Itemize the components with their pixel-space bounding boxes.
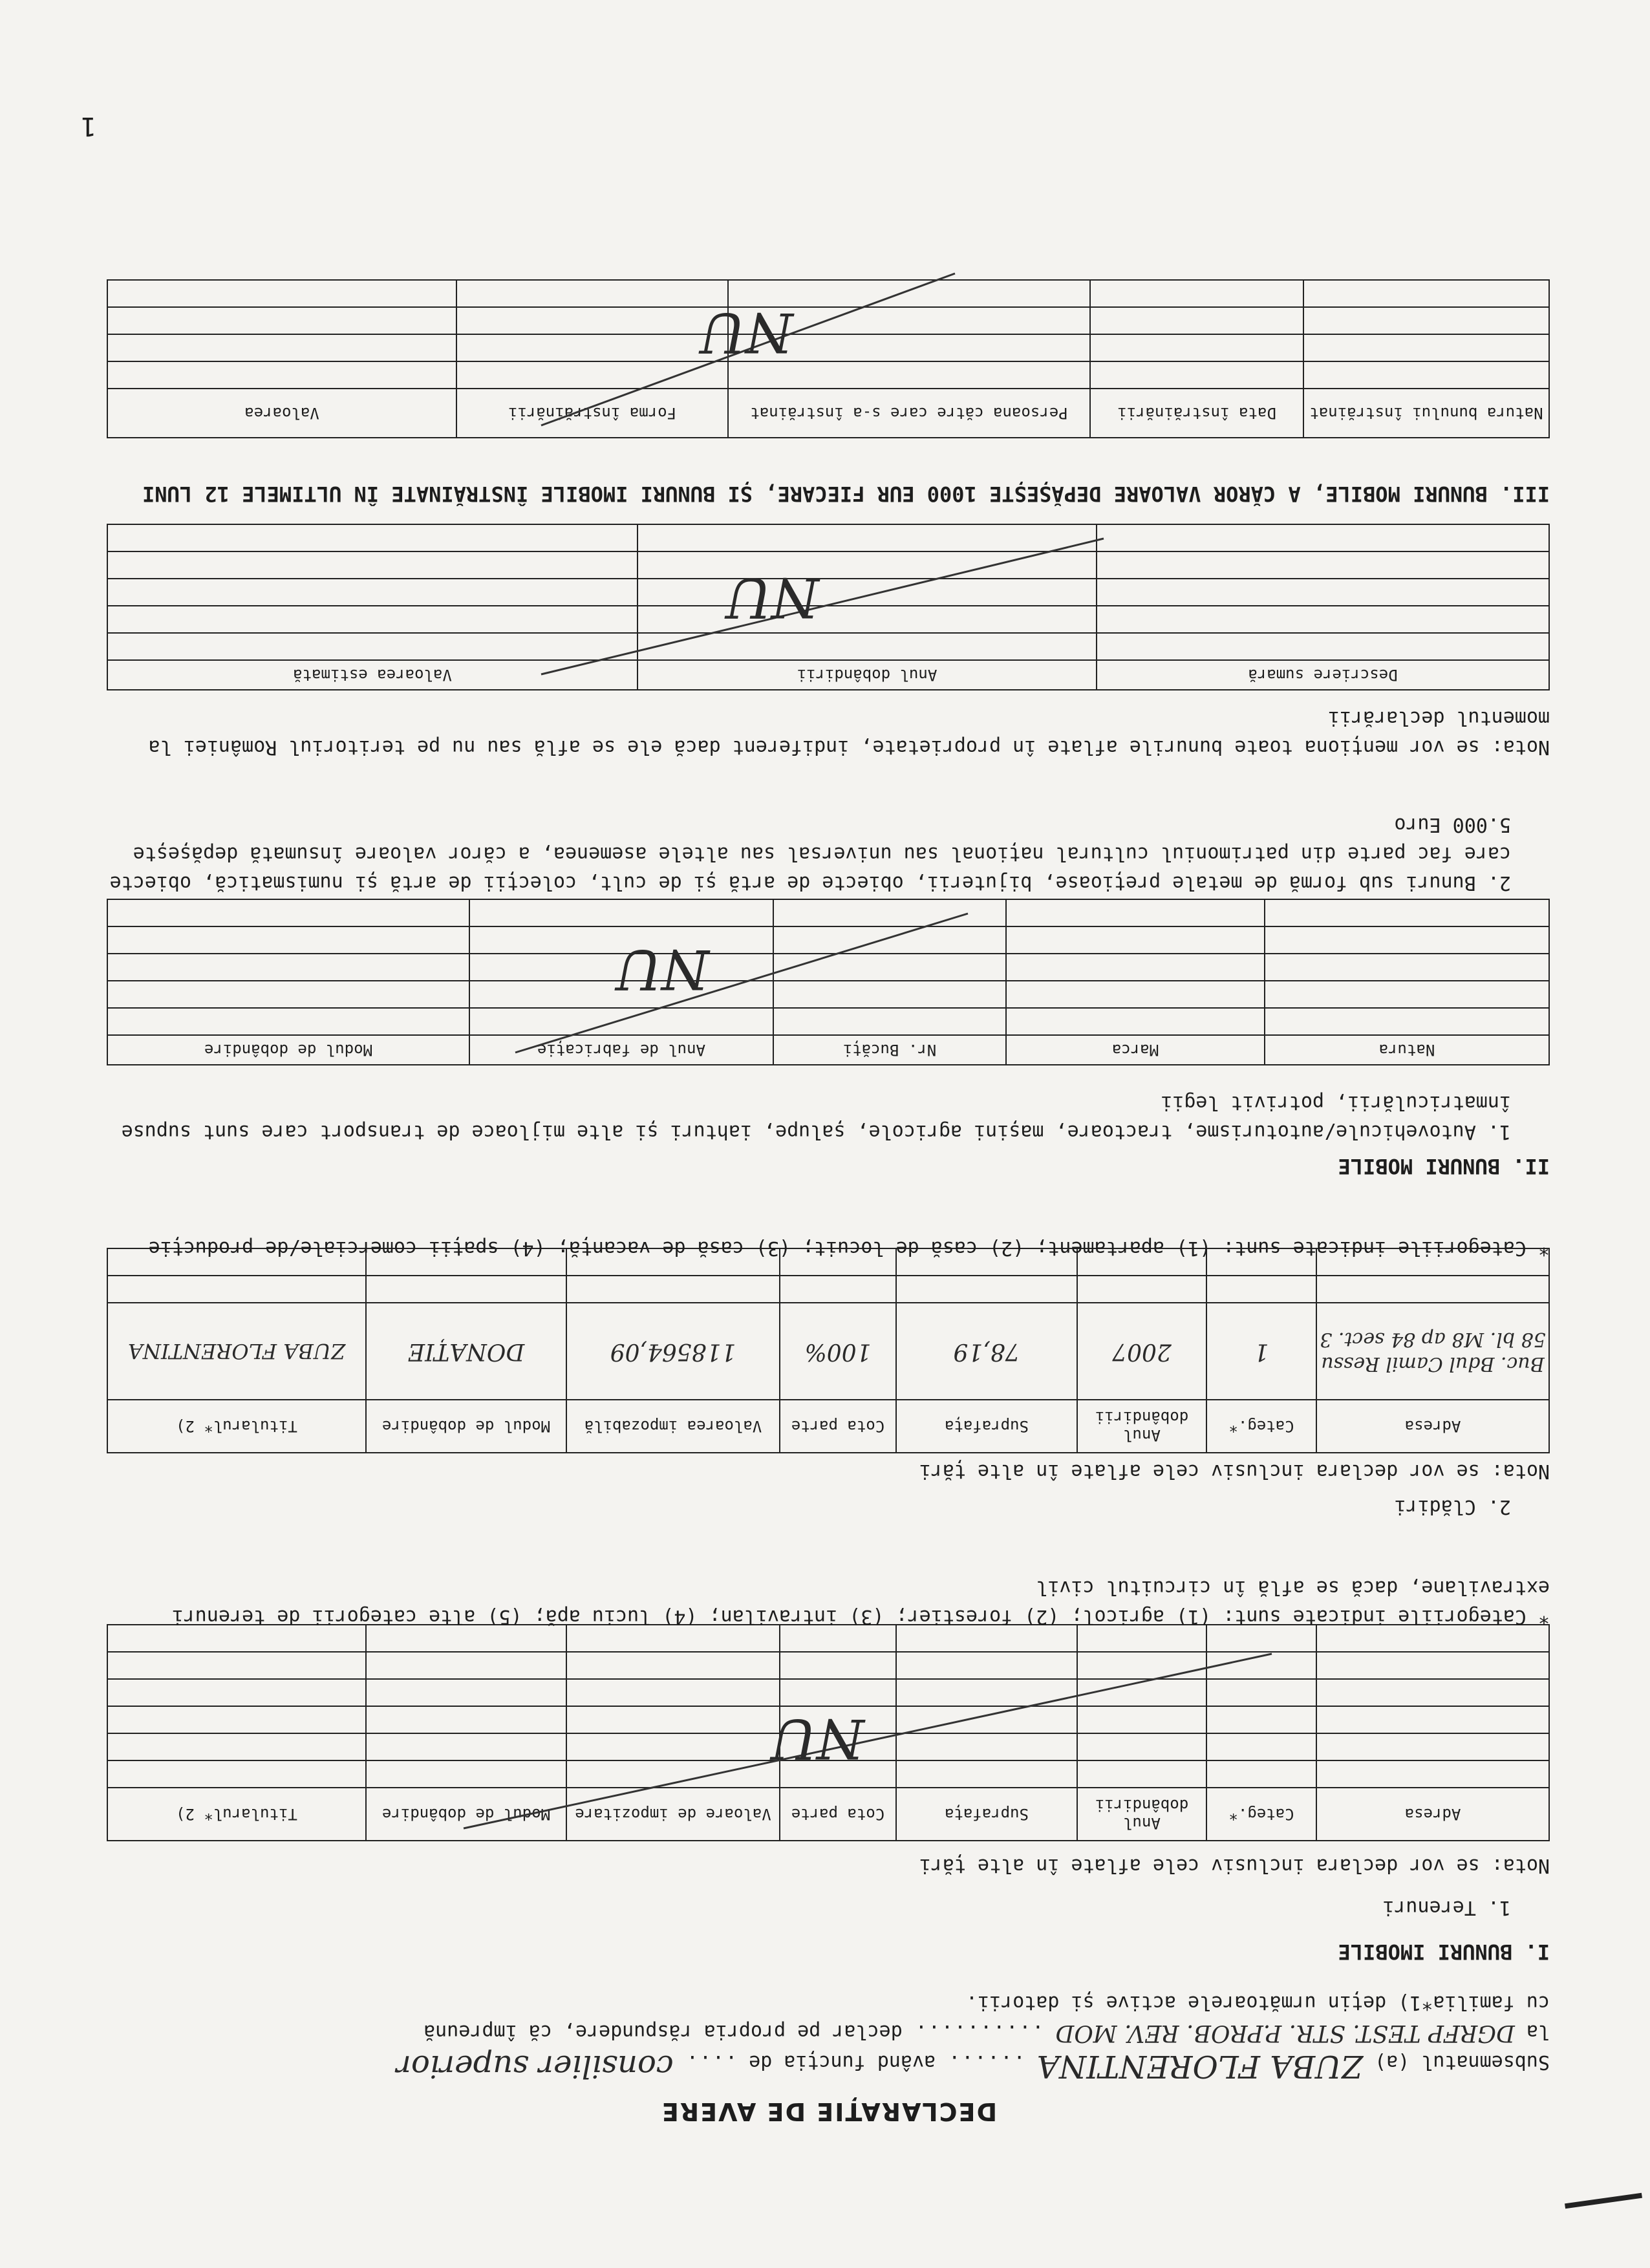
nil-mark: NU — [616, 937, 709, 1001]
col-an-fabricatie: Anul de fabricație — [469, 1035, 773, 1065]
valuables-title: 2. Bunuri sub formă de metale prețioase, bijuterii, obiecte de artă și de cult, colecții de artă și numismatică, obiecte care fac parte din patrimoniul cultural național sau universal sau altele asemenea, a căror valoare însumată depășește 5.000 Euro — [109, 813, 1511, 894]
declarant-name: ZUBA FLORENTINA — [1036, 2048, 1363, 2084]
function-value: consilier superior — [396, 2048, 674, 2084]
la-label: la — [1526, 2020, 1550, 2043]
nil-mark: NU — [771, 1707, 864, 1770]
col-titular: Titularul* 2) — [107, 1788, 366, 1841]
strike-line — [108, 270, 1550, 438]
valuables-note: Nota: se vor menționa toate bunurile aflate în proprietate, indiferent dacă ele se află sau nu pe teritoriul României la momentul declarării — [148, 707, 1550, 758]
terenuri-footnote: * Categoriile indicate sunt: (1) agricol; (2) forestier; (3) intravilan; (4) luciu apă; (5) alte categorii de terenuri extravilane, dacă se află în circuitul civil — [171, 1576, 1550, 1628]
terenuri-title: 1. Terenuri — [1382, 1896, 1511, 1919]
col-marca: Marca — [1006, 1035, 1265, 1065]
col-valoarea: Valoarea — [107, 389, 456, 438]
col-anul: Anul dobândirii — [638, 660, 1097, 690]
terenuri-nil-overlay — [108, 1647, 1550, 1841]
instrainate-nil-overlay — [108, 270, 1550, 438]
col-adresa: Adresa — [1316, 1788, 1549, 1841]
col-forma: Forma înstrăinării — [456, 389, 728, 438]
intro-line-1 — [108, 2048, 1550, 2084]
valuables-nil-overlay — [108, 535, 1550, 690]
cell-cota: 100% — [780, 1303, 896, 1400]
col-valoare: Valoarea impozabilă — [566, 1400, 780, 1453]
cell-titular: ZUBA FLORENTINA — [107, 1303, 366, 1400]
cladiri-footnote: * Categoriile indicate sunt: (1) apartament; (2) casă de locuit; (3) casă de vacanță; (4) spații comerciale/de producție — [148, 1237, 1550, 1259]
auto-title: 1. Autovehicule/autoturisme, tractoare, mașini agricole, șalupe, iahturi și alte mijloace de transport care sunt supuse înmatriculării, potrivit legii — [121, 1091, 1511, 1143]
col-descriere: Descriere sumară — [1097, 660, 1549, 690]
page-title: DECLARAȚIE DE AVERE — [660, 2097, 998, 2126]
nil-mark: NU — [700, 301, 793, 364]
cladiri-note: Nota: se vor declara inclusiv cele aflate în alte țări — [919, 1460, 1550, 1482]
cell-anul: 2007 — [1077, 1303, 1206, 1400]
col-cota: Cota parte — [780, 1788, 896, 1841]
col-valoare: Valoare de impozitare — [566, 1788, 780, 1841]
col-anul: Anul dobândirii — [1077, 1400, 1206, 1453]
col-persoana: Persoana către care s-a înstrăinat — [728, 389, 1090, 438]
col-categ: Categ.* — [1206, 1400, 1316, 1453]
col-cota: Cota parte — [780, 1400, 896, 1453]
col-modul: Modul de dobândire — [107, 1035, 469, 1065]
cell-adresa: Buc. Bdul Camil Ressu 58 bl. M8 ap 84 sect. 3 — [1316, 1303, 1549, 1400]
col-valoarea: Valoarea estimată — [107, 660, 638, 690]
dots-1: ...... — [947, 2051, 1025, 2073]
intro-line-2 — [108, 2017, 1550, 2048]
col-bucati: Nr. Bucăți — [773, 1035, 1006, 1065]
intro-paragraph — [108, 1988, 1550, 2084]
strike-line — [108, 535, 1550, 690]
col-data: Data înstrăinării — [1090, 389, 1303, 438]
cell-categ: 1 — [1206, 1303, 1316, 1400]
declare-text: declar pe propria răspundere, că împreună — [423, 2020, 903, 2043]
dots-3: .......... — [914, 2020, 1044, 2043]
col-anul: Anul dobândirii — [1077, 1788, 1206, 1841]
col-suprafata: Suprafața — [896, 1788, 1077, 1841]
cladiri-table — [107, 1248, 1550, 1453]
col-natura: Natura bunului înstrăinat — [1303, 389, 1549, 438]
institution-value: DGRFP TEST. STR. P.PROB. REV. MOD — [1055, 2020, 1515, 2046]
subsemnatul-label: Subsemnatul (a) — [1375, 2051, 1550, 2073]
section-II-title: II. BUNURI MOBILE — [1338, 1154, 1550, 1179]
table-header-row — [107, 1400, 1549, 1453]
cell-modul: DONAȚIE — [366, 1303, 566, 1400]
strike-line — [108, 910, 1550, 1065]
table-row — [107, 1303, 1549, 1400]
cell-suprafata: 78,19 — [896, 1303, 1077, 1400]
col-modul: Modul de dobândire — [366, 1788, 566, 1841]
dots-2: .... — [685, 2051, 738, 2073]
terenuri-note: Nota: se vor declara inclusiv cele aflate în alte țări — [919, 1854, 1550, 1877]
cladiri-title: 2. Clădiri — [1394, 1495, 1511, 1518]
page-number: 1 — [81, 111, 97, 141]
col-titular: Titularul* 2) — [107, 1400, 366, 1453]
col-natura: Natura — [1265, 1035, 1549, 1065]
nil-mark: NU — [725, 566, 819, 629]
auto-nil-overlay — [108, 910, 1550, 1065]
function-label: având funcția de — [749, 2051, 936, 2073]
cell-valoare: 118564,09 — [566, 1303, 780, 1400]
intro-line-3: cu familia*1) dețin următoarele active și datorii. — [965, 1991, 1550, 2014]
col-adresa: Adresa — [1316, 1400, 1549, 1453]
col-suprafata: Suprafața — [896, 1400, 1077, 1453]
section-I-title: I. BUNURI IMOBILE — [1338, 1940, 1550, 1964]
section-III-title: III. BUNURI MOBILE, A CĂROR VALOARE DEPĂȘEȘTE 1000 EUR FIECARE, ȘI BUNURI IMOBILE ÎNSTRĂINATE ÎN ULTIMELE 12 LUNI — [142, 482, 1550, 506]
col-categ: Categ.* — [1206, 1788, 1316, 1841]
table-row — [107, 1276, 1549, 1303]
col-modul: Modul de dobândire — [366, 1400, 566, 1453]
